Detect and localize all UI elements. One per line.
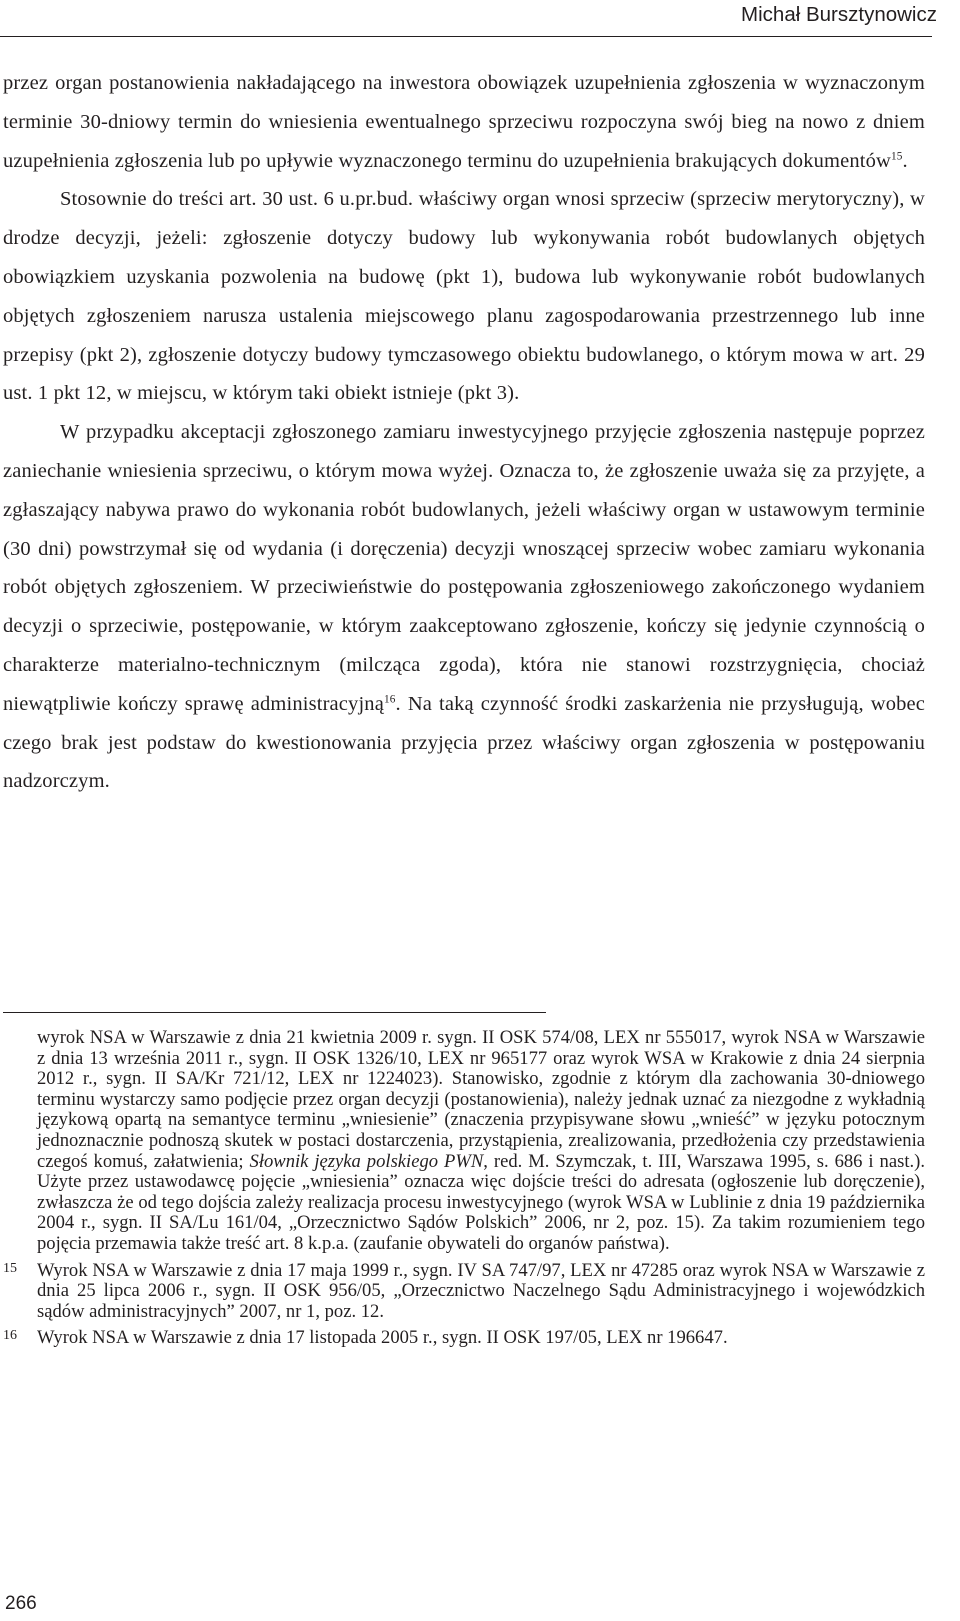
- footnote-16-number: 16: [3, 1328, 17, 1344]
- footnote-continued-italic: Słownik języka polskiego PWN: [249, 1150, 484, 1172]
- footnote-15-text: Wyrok NSA w Warszawie z dnia 17 maja 1999 r., sygn. IV SA 747/97, LEX nr 47285 oraz wyrok NSA w Warszawie z dnia 25 lipca 2006 r., sygn. II OSK 956/05, „Orzecznictwo Naczelnego Sądu Administracyjnego i wojewódzkich sądów administracyjnych” 2007, nr 1, poz. 12.: [37, 1259, 925, 1322]
- paragraph-1: [3, 64, 925, 180]
- running-header: Michał Bursztynowicz: [741, 3, 937, 26]
- page-number: 266: [5, 1593, 37, 1614]
- paragraph-3-text-a: W przypadku akceptacji zgłoszonego zamiaru inwestycyjnego przyjęcie zgłoszenia następuje poprzez zaniechanie wniesienia sprzeciwu, o którym mowa wyżej. Oznacza to, że zgłoszenie uważa się za przyjęte, a zgłaszający nabywa prawo do wykonania robót budowlanych, jeżeli właściwy organ w ustawowym terminie (30 dni) powstrzymał się od wydania (i doręczenia) decyzji wnoszącej sprzeciw wobec zamiaru wykonania robót objętych zgłoszeniem. W przeciwieństwie do postępowania zgłoszeniowego zakończonego wydaniem decyzji o sprzeciwie, postępowanie, w którym zaakceptowano zgłoszenie, kończy się jedynie czynnością o charakterze materialno-technicznym (milcząca zgoda), która nie stanowi rozstrzygnięcia, chociaż niewątpliwie kończy sprawę administracyjną: [3, 421, 925, 715]
- paragraph-1-end: .: [902, 149, 908, 172]
- main-text: [3, 64, 925, 801]
- footnote-continued: [3, 1028, 925, 1255]
- paragraph-2: Stosownie do treści art. 30 ust. 6 u.pr.bud. właściwy organ wnosi sprzeciw (sprzeciw merytoryczny), w drodze decyzji, jeżeli: zgłoszenie dotyczy budowy lub wykonywania robót budowlanych objętych obowiązkiem uzyskania pozwolenia na budowę (pkt 1), budowa lub wykonywanie robót budowlanych objętych zgłoszeniem narusza ustalenia miejscowego planu zagospodarowania przestrzennego lub inne przepisy (pkt 2), zgłoszenie dotyczy budowy tymczasowego obiektu budowlanego, o którym mowa w art. 29 ust. 1 pkt 12, w miejscu, w którym taki obiekt istnieje (pkt 3).: [3, 188, 925, 405]
- footnote-16-text: Wyrok NSA w Warszawie z dnia 17 listopada 2005 r., sygn. II OSK 197/05, LEX nr 196647.: [37, 1327, 728, 1349]
- footnote-ref-15[interactable]: 15: [890, 150, 903, 163]
- footnote-16: [3, 1328, 925, 1349]
- paragraph-1-text: przez organ postanowienia nakładającego na inwestora obowiązek uzupełnienia zgłoszenia w wyznaczonym terminie 30-dniowy termin do wniesienia ewentualnego sprzeciwu rozpoczyna swój bieg na nowo z dniem uzupełnienia zgłoszenia lub po upływie wyznaczonego terminu do uzupełnienia brakujących dokumentów: [3, 72, 925, 172]
- header-rule: [0, 36, 932, 37]
- footnote-continued-text-b: , red. M. Szymczak, t. III, Warszawa 1995, s. 686 i nast.). Użyte przez ustawodawcę pojęcie „wniesienia” oznacza więc dojście treści do adresata (ogłoszenie lub doręczenie), zwłaszcza że od tego dojścia zależy realizacja procesu inwestycyjnego (wyrok WSA w Lublinie z dnia 19 października 2004 r., sygn. II SA/Lu 161/04, „Orzecznictwo Sądów Polskich” 2006, nr 2, poz. 15). Za takim rozumieniem tego pojęcia przemawia także treść art. 8 k.p.a. (zaufanie obywateli do organów państwa).: [37, 1150, 925, 1254]
- footnote-rule: [3, 1012, 546, 1013]
- paragraph-3: [3, 413, 925, 801]
- footnote-15: [3, 1261, 925, 1323]
- footnote-15-number: 15: [3, 1260, 17, 1276]
- footnotes: [3, 1028, 925, 1355]
- footnote-ref-16[interactable]: 16: [383, 693, 396, 706]
- footnote-continued-text-a: wyrok NSA w Warszawie z dnia 21 kwietnia 2009 r. sygn. II OSK 574/08, LEX nr 555017, wyrok NSA w Warszawie z dnia 13 września 2011 r., sygn. II OSK 1326/10, LEX nr 965177 oraz wyrok WSA w Krakowie z dnia 24 sierpnia 2012 r., sygn. II SA/Kr 721/12, LEX nr 1224023). Stanowisko, zgodnie z którym dla zachowania 30-dniowego terminu wystarczy samo podjęcie przez organ decyzji (postanowienia), należy jednak uznać za niezgodne z wykładnią językową opartą na semantyce terminu „wniesienie” (znaczenia przypisywane słowu „wnieść” w języku potocznym jednoznacznie podnoszą skutek w postaci dostarczenia, przystąpienia, zrealizowania, przedłożenia czy przedstawienia czegoś komuś, załatwienia;: [37, 1027, 925, 1172]
- paragraph-3-text-b: . Na taką czynność środki zaskarżenia nie przysługują, wobec czego brak jest podstaw do kwestionowania przyjęcia przez właściwy organ zgłoszenia w postępowaniu nadzorczym.: [3, 692, 925, 793]
